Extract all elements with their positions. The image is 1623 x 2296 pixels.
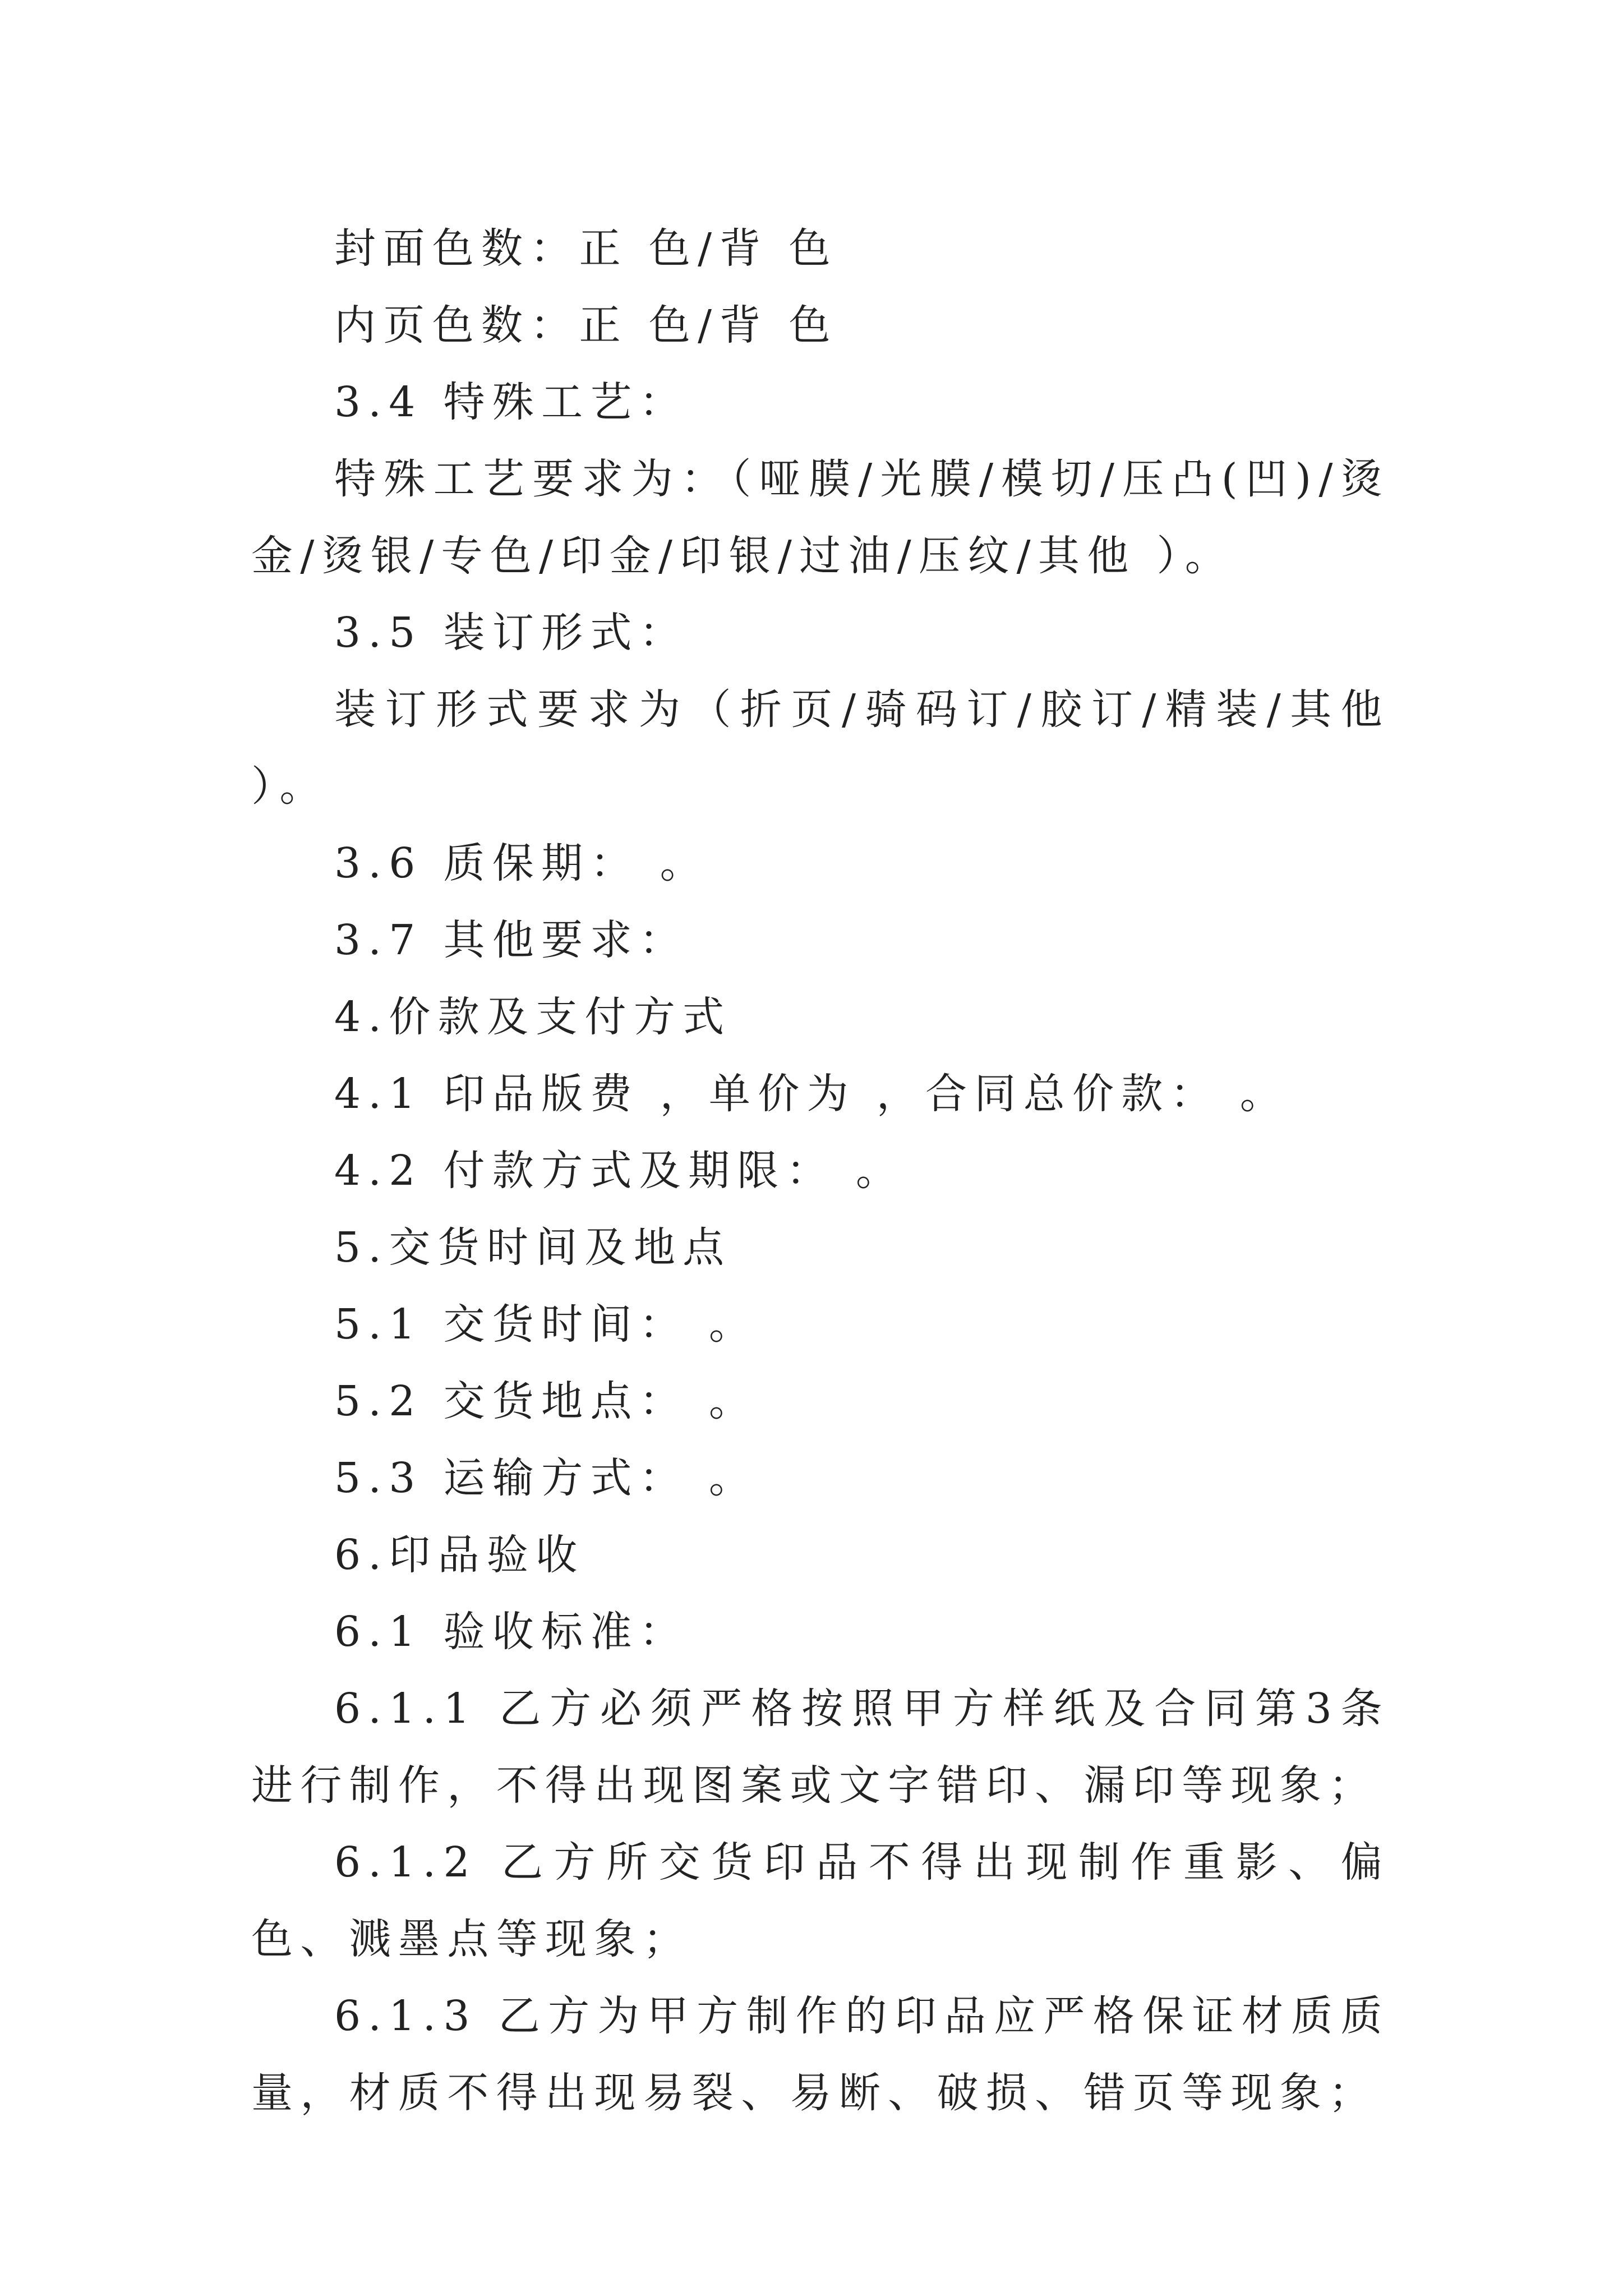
paragraph-6-1-3: 6.1.3 乙方为甲方制作的印品应严格保证材质质量，材质不得出现易裂、易断、破损、错页等现象； xyxy=(251,1992,1390,2117)
heading-6: 6.印品验收 xyxy=(334,1531,585,1579)
paragraph-inner-colors: 内页色数：正 色/背 色 xyxy=(334,301,838,349)
paragraph-6-1-1: 6.1.1 乙方必须严格按照甲方样纸及合同第3条进行制作，不得出现图案或文字错印、漏印等现象； xyxy=(251,1685,1390,1810)
paragraph-binding: 装订形式要求为（折页/骑码订/胶订/精装/其他 ）。 xyxy=(251,685,1410,811)
heading-5: 5.交货时间及地点 xyxy=(334,1223,732,1272)
paragraph-special-process: 特殊工艺要求为：（哑膜/光膜/模切/压凸(凹)/烫金/烫银/专色/印金/印银/过油/压纹/其他 ）。 xyxy=(251,455,1390,580)
paragraph-5-3: 5.3 运输方式： 。 xyxy=(334,1454,758,1502)
heading-3-7: 3.7 其他要求： xyxy=(334,916,689,964)
paragraph-6-1-2: 6.1.2 乙方所交货印品不得出现制作重影、偏色、溅墨点等现象； xyxy=(251,1838,1390,1963)
paragraph-5-2: 5.2 交货地点： 。 xyxy=(334,1377,758,1425)
paragraph-4-2: 4.2 付款方式及期限： 。 xyxy=(334,1147,905,1195)
heading-3-4: 3.4 特殊工艺： xyxy=(334,378,689,426)
heading-6-1: 6.1 验收标准： xyxy=(334,1608,689,1656)
heading-4: 4.价款及支付方式 xyxy=(334,993,732,1041)
paragraph-5-1: 5.1 交货时间： 。 xyxy=(334,1300,758,1349)
paragraph-4-1: 4.1 印品版费 ，单价为 ，合同总价款： 。 xyxy=(334,1070,1289,1118)
document-body xyxy=(251,210,1410,2132)
heading-3-6: 3.6 质保期： 。 xyxy=(334,839,709,887)
paragraph-cover-colors: 封面色数：正 色/背 色 xyxy=(334,224,838,273)
heading-3-5: 3.5 装订形式： xyxy=(334,609,689,657)
